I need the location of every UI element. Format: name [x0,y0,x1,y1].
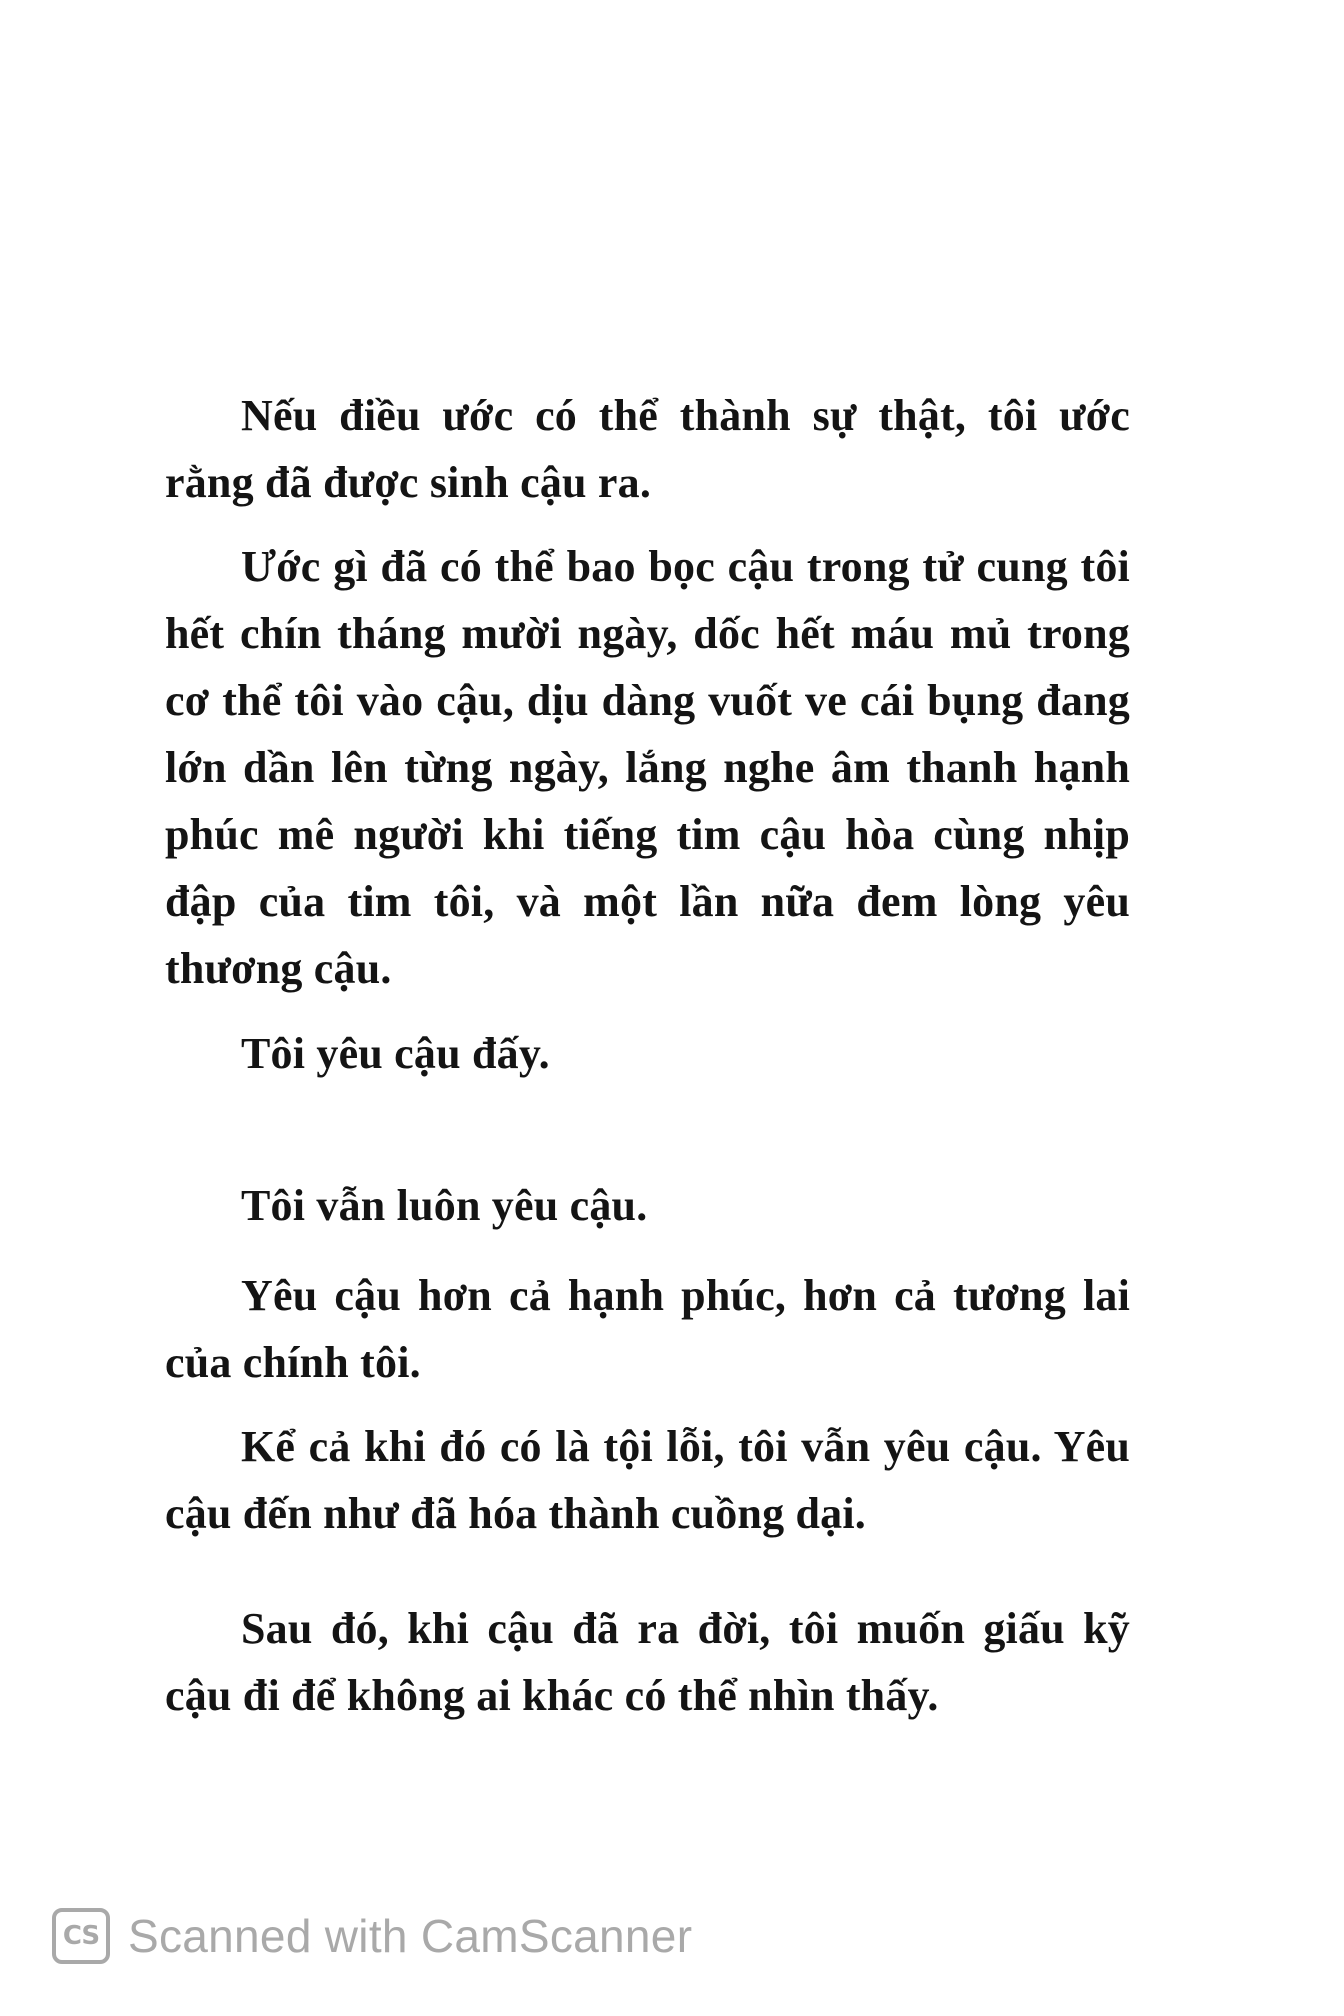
paragraph-block-5 [165,1262,1130,1396]
paragraph-block-3 [165,1020,1130,1087]
paragraph-block-2 [165,533,1130,1002]
watermark-text: Scanned with CamScanner [128,1910,693,1962]
paragraph-block-1 [165,382,1130,516]
paragraph-block-4 [165,1172,1130,1239]
paragraph-block-7 [165,1595,1130,1729]
camscanner-logo-icon: CS [52,1908,110,1964]
paragraph-3: Tôi yêu cậu đấy. [241,1029,550,1078]
paragraph-2: Ước gì đã có thể bao bọc cậu trong tử cung tôi hết chín tháng mười ngày, dốc hết máu mủ trong cơ thể tôi vào cậu, dịu dàng vuốt ve cái bụng đang lớn dần lên từng ngày, lắng nghe âm thanh hạnh phúc mê người khi tiếng tim cậu hòa cùng nhịp đập của tim tôi, và một lần nữa đem lòng yêu thương cậu. [165,542,1130,993]
paragraph-7: Sau đó, khi cậu đã ra đời, tôi muốn giấu kỹ cậu đi để không ai khác có thể nhìn thấy. [165,1604,1130,1720]
camscanner-watermark [52,1904,692,1968]
paragraph-4: Tôi vẫn luôn yêu cậu. [241,1181,648,1230]
paragraph-1: Nếu điều ước có thể thành sự thật, tôi ước rằng đã được sinh cậu ra. [165,391,1130,507]
paragraph-6: Kể cả khi đó có là tội lỗi, tôi vẫn yêu cậu. Yêu cậu đến như đã hóa thành cuồng dại. [165,1422,1130,1538]
paragraph-block-6 [165,1413,1130,1547]
paragraph-5: Yêu cậu hơn cả hạnh phúc, hơn cả tương lai của chính tôi. [165,1271,1130,1387]
